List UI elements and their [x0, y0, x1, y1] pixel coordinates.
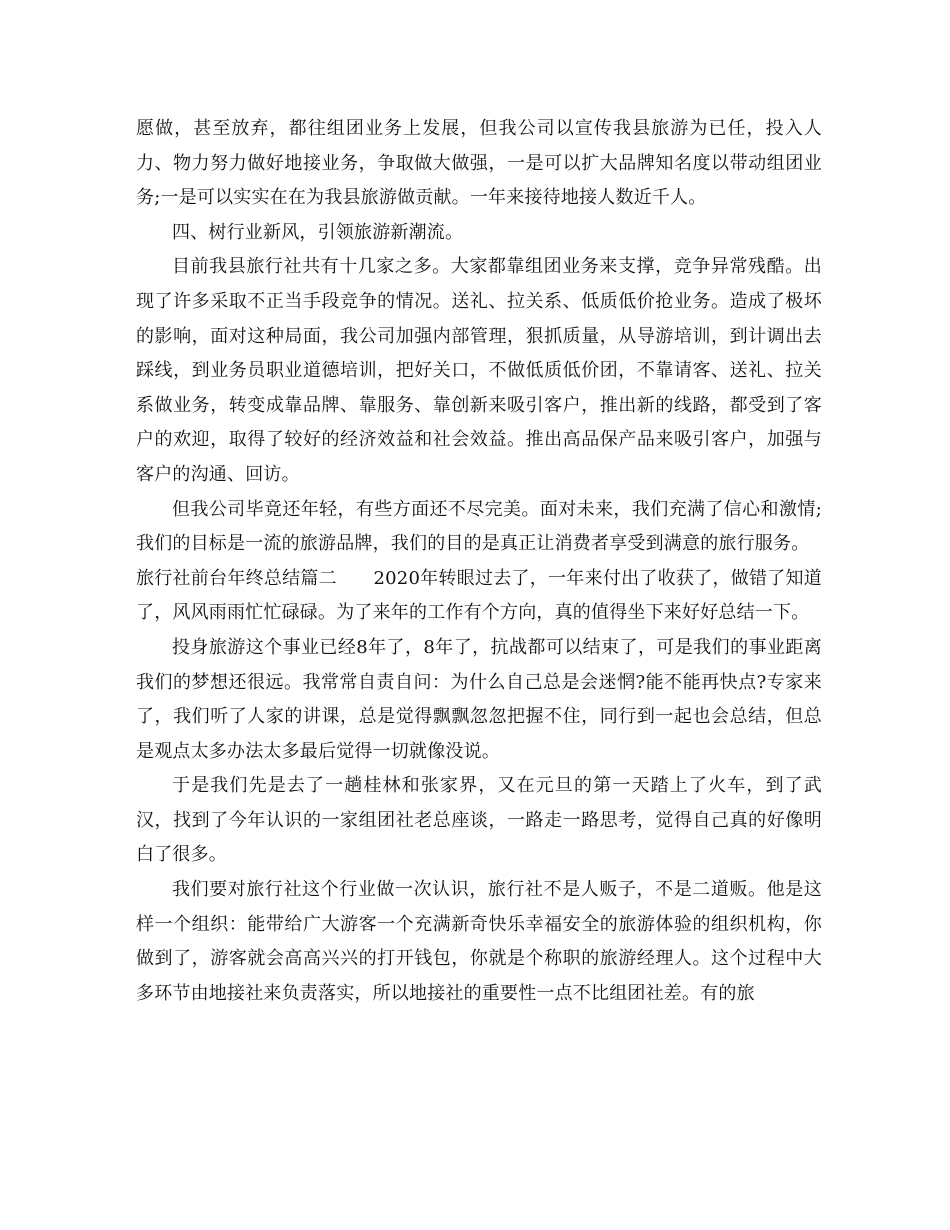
- paragraph-4: 但我公司毕竟还年轻，有些方面还不尽完美。面对未来，我们充满了信心和激情;我们的目标是一流的旅游品牌，我们的目的是真正让消费者享受到满意的旅行服务。: [136, 498, 822, 555]
- paragraph-heading-4: 四、树行业新风，引领旅游新潮流。: [172, 221, 464, 243]
- paragraph-8: 我们要对旅行社这个行业做一次认识，旅行社不是人贩子，不是二道贩。他是这样一个组织：能带给广大游客一个充满新奇快乐幸福安全的旅游体验的组织机构，你做到了，游客就会高高兴兴的打开钱包，你就是个称职的旅游经理人。这个过程中大多环节由地接社来负责落实，所以地接社的重要性一点不比组团社差。有的旅: [136, 879, 822, 1004]
- paragraph-6: 投身旅游这个事业已经8年了，8年了，抗战都可以结束了，可是我们的事业距离我们的梦想还很远。我常常自责自问：为什么自己总是会迷惘?能不能再快点?专家来了，我们听了人家的讲课，总是觉得飘飘忽忽把握不住，同行到一起也会总结，但总是观点太多办法太多最后觉得一切就像没说。: [136, 636, 822, 762]
- paragraph-1: 愿做，甚至放弃，都往组团业务上发展，但我公司以宣传我县旅游为已任，投入人力、物力努力做好地接业务，争取做大做强，一是可以扩大品牌知名度以带动组团业务;一是可以实实在在为我县旅游做贡献。一年来接待地接人数近千人。: [136, 118, 822, 209]
- paragraph-7: 于是我们先是去了一趟桂林和张家界，又在元旦的第一天踏上了火车，到了武汉，找到了今年认识的一家组团社老总座谈，一路走一路思考，觉得自己真的好像明白了很多。: [136, 775, 822, 866]
- section-2-start-paragraph: 旅行社前台年终总结篇二 2020年转眼过去了，一年来付出了收获了，做错了知道了，风风雨雨忙忙碌碌。为了来年的工作有个方向，真的值得坐下来好好总结一下。: [136, 567, 822, 624]
- paragraph-3: 目前我县旅行社共有十几家之多。大家都靠组团业务来支撑，竞争异常残酷。出现了许多采取不正当手段竞争的情况。送礼、拉关系、低质低价抢业务。造成了极坏的影响，面对这种局面，我公司加强内部管理，狠抓质量，从导游培训，到计调出去踩线，到业务员职业道德培训，把好关口，不做低质低价团，不靠请客、送礼、拉关系做业务，转变成靠品牌、靠服务、靠创新来吸引客户，推出新的线路，都受到了客户的欢迎，取得了较好的经济效益和社会效益。推出高品保产品来吸引客户，加强与客户的沟通、回访。: [136, 256, 822, 485]
- document-body: [136, 112, 822, 1011]
